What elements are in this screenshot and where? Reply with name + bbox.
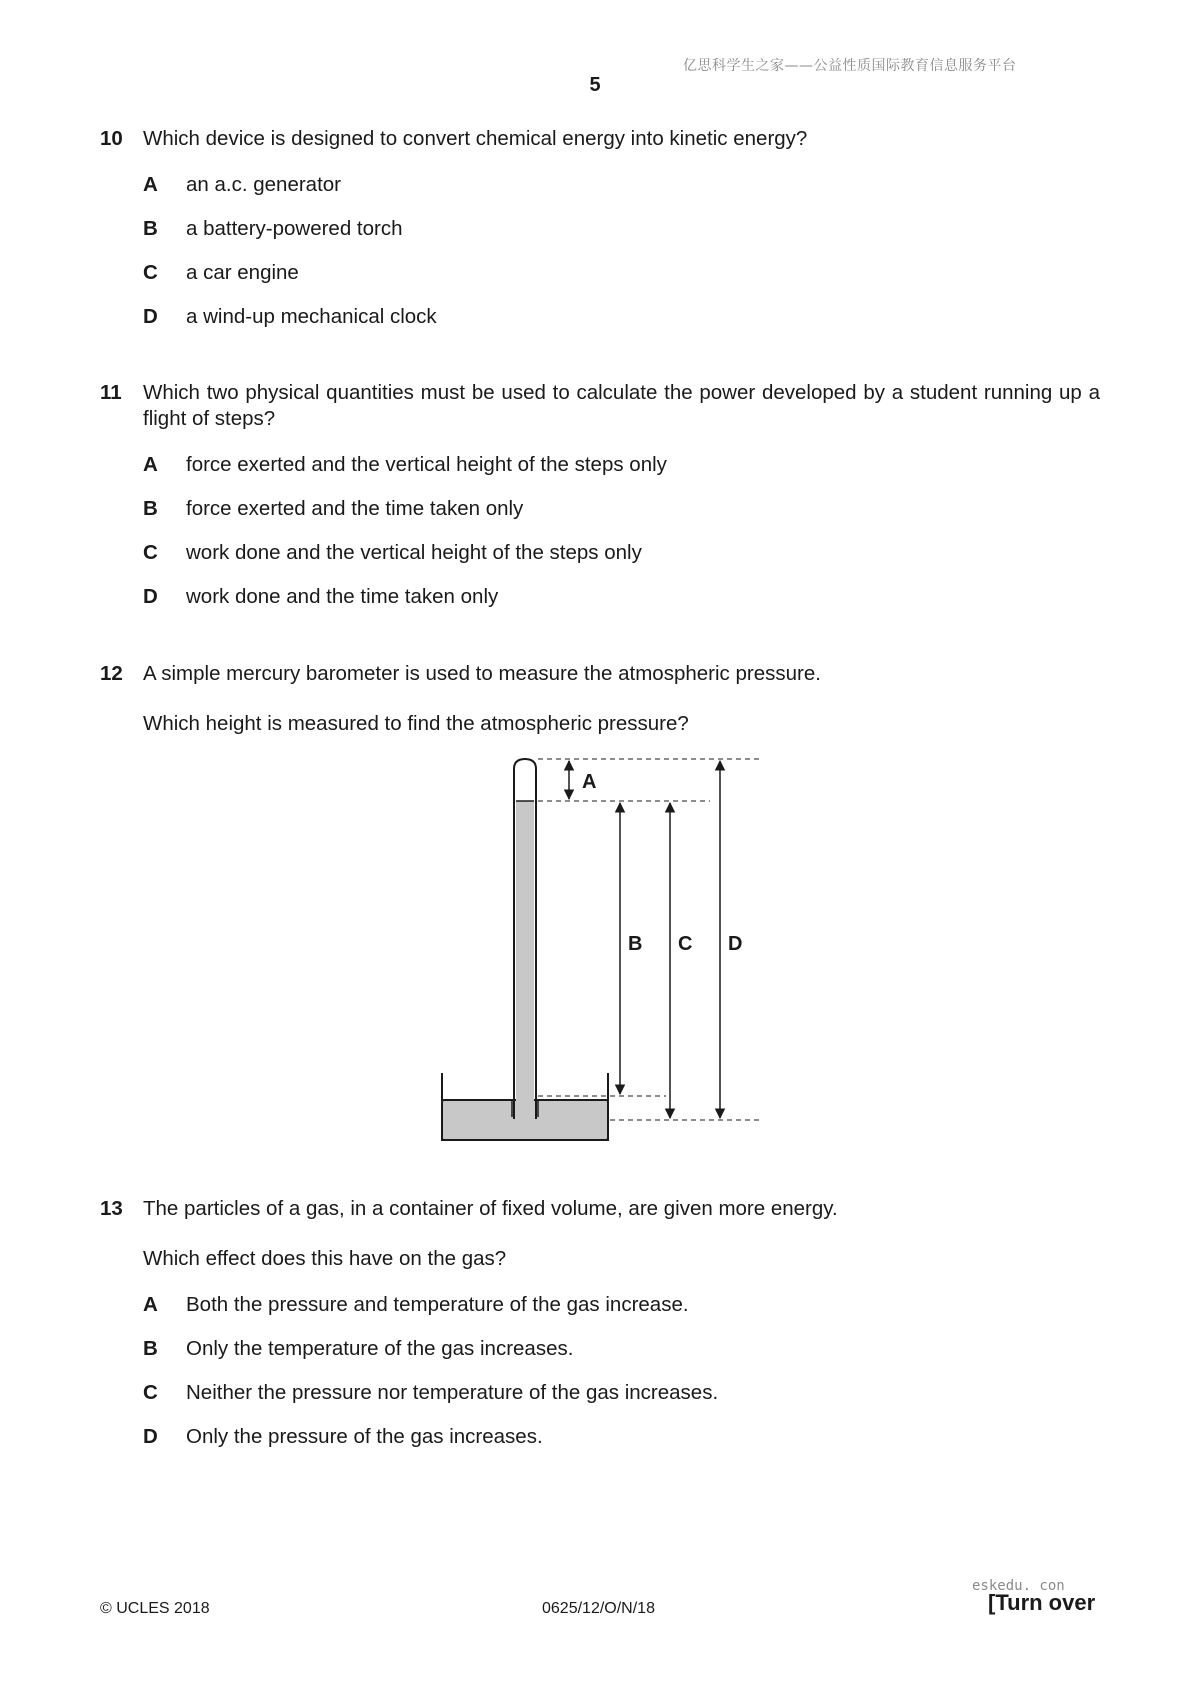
label-b: B xyxy=(628,933,643,955)
option-d[interactable] xyxy=(143,584,1100,610)
option-letter: A xyxy=(143,173,158,196)
turn-over: [Turn over xyxy=(988,1590,1096,1615)
option-letter: C xyxy=(143,1381,158,1404)
question-stem: Which device is designed to convert chemical energy into kinetic energy? xyxy=(143,127,808,150)
question-subprompt: Which effect does this have on the gas? xyxy=(143,1247,507,1270)
option-c[interactable] xyxy=(143,1380,1100,1406)
question-13 xyxy=(100,1196,1100,1468)
option-b[interactable] xyxy=(143,496,1100,522)
copyright: © UCLES 2018 xyxy=(100,1600,210,1617)
option-d[interactable] xyxy=(143,304,1100,330)
question-number: 13 xyxy=(100,1197,123,1220)
height-arrows xyxy=(569,761,720,1118)
question-number: 11 xyxy=(100,381,122,404)
options-list xyxy=(143,172,1100,330)
option-letter: A xyxy=(143,1293,158,1316)
option-a[interactable] xyxy=(143,172,1100,198)
option-text: force exerted and the time taken only xyxy=(186,497,524,520)
option-b[interactable] xyxy=(143,1336,1100,1362)
options-list xyxy=(143,452,1100,610)
option-text: force exerted and the vertical height of the steps only xyxy=(186,453,667,476)
label-d: D xyxy=(728,933,743,955)
question-stem: The particles of a gas, in a container of fixed volume, are given more energy. xyxy=(143,1197,838,1220)
option-d[interactable] xyxy=(143,1424,1100,1450)
footer-watermark: eskedu. con xyxy=(972,1578,1065,1594)
paper-code: 0625/12/O/N/18 xyxy=(542,1600,655,1617)
option-letter: D xyxy=(143,1425,158,1448)
option-text: Only the pressure of the gas increases. xyxy=(186,1425,543,1448)
option-c[interactable] xyxy=(143,540,1100,566)
question-12 xyxy=(100,661,1100,737)
option-a[interactable] xyxy=(143,1292,1100,1318)
label-c: C xyxy=(678,933,693,955)
option-letter: C xyxy=(143,541,158,564)
option-c[interactable] xyxy=(143,260,1100,286)
option-text: a car engine xyxy=(186,261,299,284)
option-b[interactable] xyxy=(143,216,1100,242)
option-a[interactable] xyxy=(143,452,1100,478)
option-text: work done and the vertical height of the steps only xyxy=(186,541,642,564)
option-letter: D xyxy=(143,585,158,608)
reference-lines xyxy=(538,759,760,1120)
option-letter: D xyxy=(143,305,158,328)
label-a: A xyxy=(582,771,597,793)
option-text: a battery-powered torch xyxy=(186,217,403,240)
option-letter: B xyxy=(143,217,158,240)
barometer-diagram xyxy=(430,755,770,1150)
option-text: Both the pressure and temperature of the gas increase. xyxy=(186,1293,689,1316)
question-stem: Which two physical quantities must be used to calculate the power developed by a student running up a flight of steps? xyxy=(143,381,1100,430)
page-number: 5 xyxy=(589,74,601,96)
question-number: 12 xyxy=(100,662,123,685)
option-text: work done and the time taken only xyxy=(186,585,499,608)
option-letter: B xyxy=(143,1337,158,1360)
option-letter: C xyxy=(143,261,158,284)
barometer-tube xyxy=(514,759,536,1119)
question-stem: A simple mercury barometer is used to measure the atmospheric pressure. xyxy=(143,662,821,685)
option-letter: B xyxy=(143,497,158,520)
option-text: an a.c. generator xyxy=(186,173,341,196)
question-number: 10 xyxy=(100,127,123,150)
header-watermark: 亿思科学生之家——公益性质国际教育信息服务平台 xyxy=(683,58,1017,74)
option-text: Neither the pressure nor temperature of the gas increases. xyxy=(186,1381,719,1404)
question-10 xyxy=(100,126,1100,348)
option-text: Only the temperature of the gas increases. xyxy=(186,1337,574,1360)
question-11 xyxy=(100,380,1100,628)
option-text: a wind-up mechanical clock xyxy=(186,305,437,328)
option-letter: A xyxy=(143,453,158,476)
options-list xyxy=(143,1292,1100,1450)
question-subprompt: Which height is measured to find the atmospheric pressure? xyxy=(143,712,689,735)
